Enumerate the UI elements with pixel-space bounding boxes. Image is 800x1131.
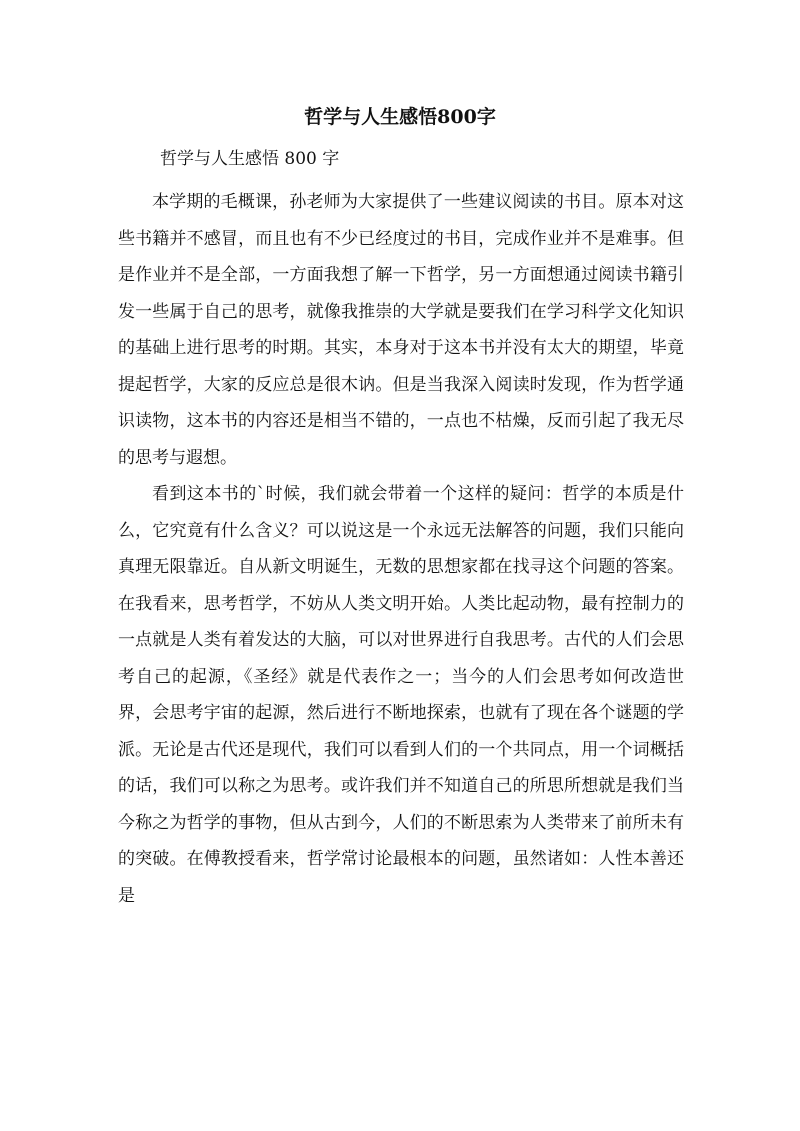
document-title: 哲学与人生感悟800字 [304, 106, 496, 128]
document-subtitle: 哲学与人生感悟 800 字 [160, 149, 340, 169]
paragraph: 看到这本书的`时候，我们就会带着一个这样的疑问：哲学的本质是什么，它究竟有什么含义？可以说这是一个永远无法解答的问题，我们只能向真理无限靠近。自从新文明诞生，无数的思想家都在找寻这个问题的答案。在我看来，思考哲学，不妨从人类文明开始。人类比起动物，最有控制力的一点就是人类有着发达的大脑，可以对世界进行自我思考。古代的人们会思考自己的起源，《圣经》就是代表作之一；当今的人们会思考如何改造世界，会思考宇宙的起源，然后进行不断地探索，也就有了现在各个谜题的学派。无论是古代还是现代，我们可以看到人们的一个共同点，用一个词概括的话，我们可以称之为思考。或许我们并不知道自己的所思所想就是我们当今称之为哲学的事物，但从古到今，人们的不断思索为人类带来了前所未有的突破。在傅教授看来，哲学常讨论最根本的问题，虽然诸如：人性本善还是 [118, 484, 684, 906]
document-body [118, 184, 684, 914]
paragraph: 本学期的毛概课，孙老师为大家提供了一些建议阅读的书目。原本对这些书籍并不感冒，而且也有不少已经度过的书目，完成作业并不是难事。但是作业并不是全部，一方面我想了解一下哲学，另一方面想通过阅读书籍引发一些属于自己的思考，就像我推崇的大学就是要我们在学习科学文化知识的基础上进行思考的时期。其实，本身对于这本书并没有太大的期望，毕竟提起哲学，大家的反应总是很木讷。但是当我深入阅读时发现，作为哲学通识读物，这本书的内容还是相当不错的，一点也不枯燥，反而引起了我无尽的思考与遐想。 [118, 192, 684, 468]
